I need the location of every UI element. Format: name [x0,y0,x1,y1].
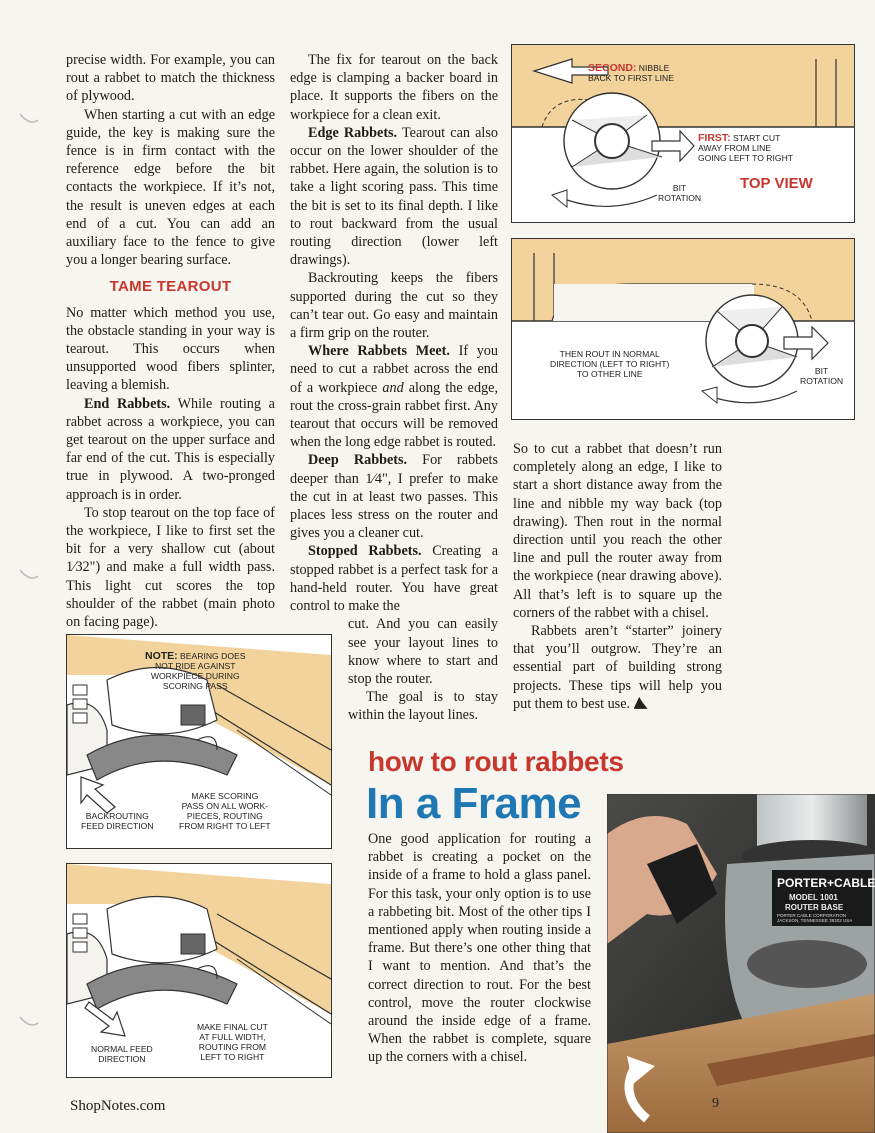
frame-section-title: In a Frame [366,779,582,828]
binder-hole-mark [18,112,40,126]
paragraph-text: Creating a stopped rabbet is a perfect task for a hand-held router. You have great control to make the [290,543,498,615]
paragraph-text: Rabbets aren’t “starter” joinery that you’ll outgrow. They’re an essential part of building strong projects. These tips will help you put them to best use. [513,623,722,712]
binder-hole-mark [18,568,40,582]
top-view-diagram [511,44,855,223]
paragraph: No matter which method you use, the obstacle standing in your way is tearout. This occurs when unsupported wood fibers splinter, leaving a blemish. [66,304,275,394]
router-base-label: ROUTER BASE [785,903,844,912]
paragraph: To stop tearout on the top face of the workpiece, I like to first set the bit for a very shallow cut (about 1⁄32") and make a full width pass. This light cut scores the top shoulder of the rabbet (main photo on facing page). [66,504,275,631]
paragraph: When starting a cut with an edge guide, the key is making sure the fence is in firm contact with the reference edge before the bit contacts the workpiece. If it’s not, the result is uneven edges at each end of a cut. You can add an auxiliary face to the fence to give you a longer bearing surface. [66,106,275,269]
paragraph: Backrouting keeps the fibers supported during the cut so they can’t tear out. Go easy and maintain a firm grip on the router. [290,270,498,342]
then-rout-label: THEN ROUT IN NORMAL DIRECTION (LEFT TO RIGHT) TO OTHER LINE [550,349,670,379]
frame-section-subtitle: how to rout rabbets [368,746,624,777]
run-in-heading: Deep Rabbets. [308,452,408,469]
backrouting-label: BACKROUTING FEED DIRECTION [81,811,154,831]
frame-body-text [368,830,591,1067]
binder-hole-mark [18,1015,40,1029]
paragraph-text: While routing a rabbet across a workpiece, you can get tearout on the upper surface and far end of the cut. This is especially true in plywood. A two-pronged approach is in order. [66,395,275,503]
paragraph: The goal is to stay within the layout lines. [348,689,498,724]
paragraph [290,342,498,451]
normal-feed-label: NORMAL FEED DIRECTION [91,1044,153,1064]
paragraph [290,542,498,615]
first-start-cut-label: FIRST: START CUT AWAY FROM LINE GOING LEFT TO RIGHT [698,132,794,163]
paragraph [66,395,275,504]
footer-site: ShopNotes.com [70,1098,166,1114]
paragraph: So to cut a rabbet that doesn’t run completely along an edge, I like to start a short distance away from the line and nibble my way back (top drawing). Then rout in the normal direction until you reach the other line and pull the router away from the workpiece (near drawing above). All that’s left is to square up the corners of the rabbet with a chisel. [513,441,722,621]
normal-direction-diagram [511,238,855,420]
run-in-heading: End Rabbets. [84,395,171,412]
model-label: MODEL 1001 [789,893,838,902]
text-column-1 [66,51,275,631]
run-in-heading: Edge Rabbets. [308,124,398,141]
end-mark-icon [634,697,648,709]
second-nibble-label: SECOND: NIBBLE BACK TO FIRST LINE [588,62,674,83]
text-column-2 [290,51,498,725]
make-scoring-label: MAKE SCORING PASS ON ALL WORK- PIECES, ROUTING FROM RIGHT TO LEFT [179,791,271,831]
paragraph: cut. And you can easily see your layout lines to know where to start and stop the router. [348,616,498,687]
bit-rotation-label: BIT ROTATION [800,366,844,386]
paragraph: precise width. For example, you can rout a rabbet to match the thickness of plywood. [66,52,275,105]
router-photo-drawing [607,794,875,1133]
emphasis: and [382,379,404,396]
run-in-heading: Stopped Rabbets. [308,543,422,560]
normal-direction-drawing [512,239,854,419]
run-in-heading: Where Rabbets Meet. [308,343,450,360]
paragraph [290,451,498,542]
paragraph-text: For rabbets deeper than 1⁄4", I prefer to make the cut in at least two passes. This places less stress on the router and gives you a cleaner cut. [290,452,498,542]
make-final-cut-label: MAKE FINAL CUT AT FULL WIDTH, ROUTING FROM LEFT TO RIGHT [197,1022,268,1062]
paragraph-text: Tearout can also occur on the lower shoulder of the rabbet. Here again, the solution is to take a light scoring pass. This time the bit is set to its final depth. I like to rout backward from the usual routing direction (lower left drawings). [290,124,498,269]
paragraph [513,622,722,713]
paragraph: One good application for routing a rabbet is creating a pocket on the inside of a frame to hold a glass panel. For this task, your only option is to use a rabbeting bit. Most of the other tips I mentioned apply when routing inside a frame. But there’s one other thing that I want to mention. And that’s the correct direction to rout. For the best control, move the router clockwise around the inside edge of a frame. When the rabbet is complete, square up the corners with a chisel. [368,831,591,1066]
final-cut-diagram [66,863,332,1078]
text-column-3 [513,440,722,713]
page-number: 9 [712,1096,719,1111]
paragraph [290,124,498,270]
scoring-pass-diagram [66,634,332,849]
router-photo [607,794,875,1133]
maker-label: PORTER CABLE CORPORATION JACKSON, TENNESSEE 38302 USA [777,913,853,923]
bit-rotation-label: BIT ROTATION [658,183,702,203]
paragraph-text: If you need to cut a rabbet across the end of a workpiece [290,343,498,396]
section-heading: TAME TEAROUT [109,278,232,296]
paragraph-text: along the edge, rout the cross-grain rabbet first. Any tearout that occurs will be removed when the long edge rabbet is routed. [290,379,499,451]
brand-label: PORTER+CABLE [777,876,875,890]
paragraph: The fix for tearout on the back edge is clamping a backer board in place. It supports the fibers on the workpiece for a clean exit. [290,52,498,123]
note-bearing-label: NOTE: BEARING DOES NOT RIDE AGAINST WORKPIECE DURING SCORING PASS [145,650,246,691]
top-view-label: TOP VIEW [740,175,813,192]
